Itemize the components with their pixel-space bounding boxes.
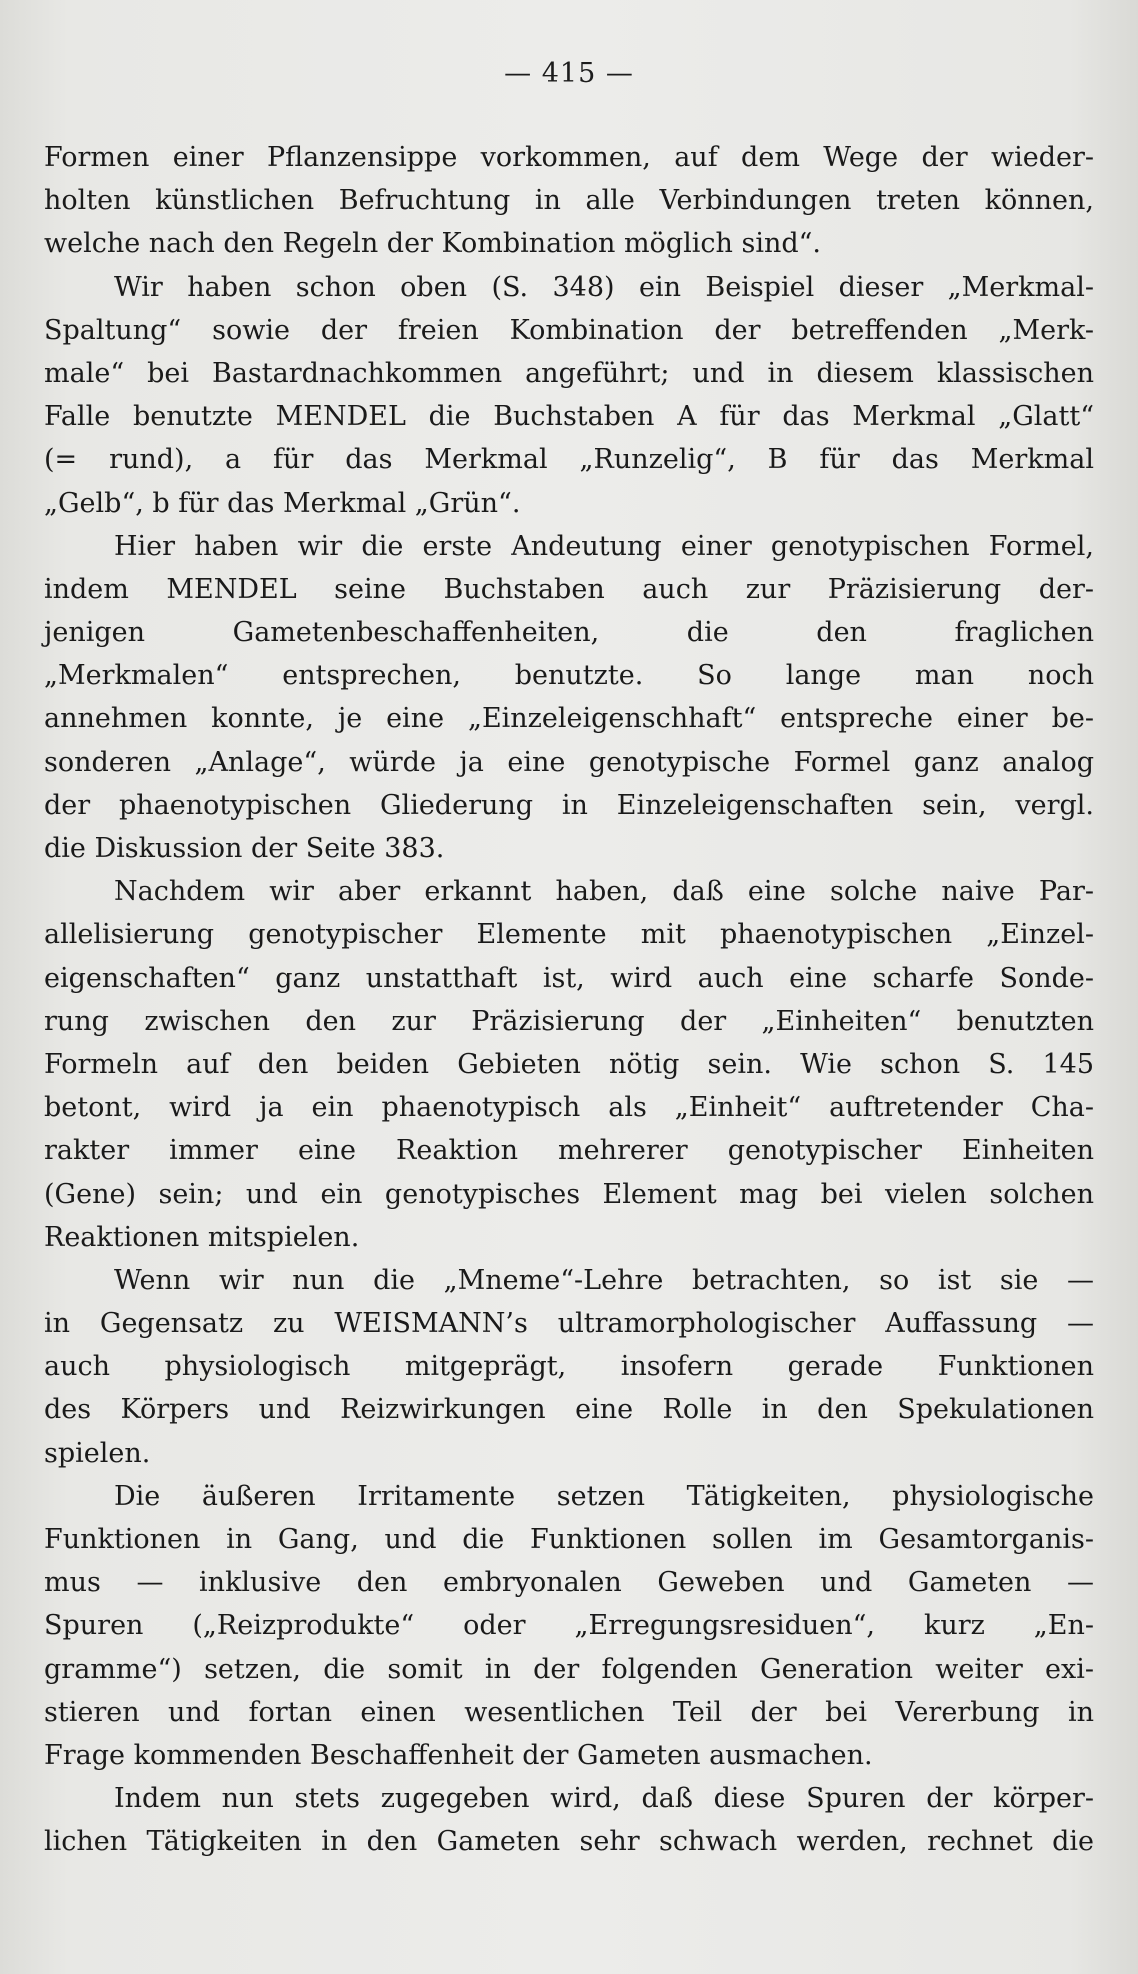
text-line: sonderen „Anlage“, würde ja eine genotypische Formel ganz analog (44, 746, 1094, 778)
text-line: Spaltung“ sowie der freien Kombination der betreffenden „Merk- (44, 314, 1094, 346)
page-number: — 415 — (504, 58, 634, 89)
text-line: „Merkmalen“ entsprechen, benutzte. So lange man noch (44, 660, 1094, 692)
text-line: Frage kommenden Beschaffenheit der Gameten ausmachen. (44, 1739, 873, 1771)
text-line: Falle benutzte MENDEL die Buchstaben A für das Merkmal „Glatt“ (44, 401, 1094, 433)
text-line: spielen. (44, 1437, 151, 1469)
text-line: Hier haben wir die erste Andeutung einer genotypischen Formel, (114, 530, 1094, 562)
text-line: holten künstlichen Befruchtung in alle Verbindungen treten können, (44, 185, 1094, 217)
text-line: mus — inklusive den embryonalen Geweben und Gameten — (44, 1567, 1094, 1599)
text-line: Indem nun stets zugegeben wird, daß diese Spuren der körper- (114, 1783, 1094, 1815)
text-line: (= rund), a für das Merkmal „Runzelig“, B für das Merkmal (44, 444, 1094, 476)
text-line: stieren und fortan einen wesentlichen Teil der bei Vererbung in (44, 1696, 1094, 1728)
text-line: des Körpers und Reizwirkungen eine Rolle in den Spekulationen (44, 1394, 1094, 1426)
text-line: Reaktionen mitspielen. (44, 1221, 360, 1253)
text-line: allelisierung genotypischer Elemente mit phaenotypischen „Einzel- (44, 919, 1094, 951)
text-line: welche nach den Regeln der Kombination möglich sind“. (44, 228, 822, 260)
text-line: Spuren („Reizprodukte“ oder „Erregungsresiduen“, kurz „En- (44, 1610, 1094, 1642)
text-line: „Gelb“, b für das Merkmal „Grün“. (44, 487, 521, 519)
text-line: in Gegensatz zu WEISMANN’s ultramorphologischer Auffassung — (44, 1308, 1094, 1340)
text-line: auch physiologisch mitgeprägt, insofern gerade Funktionen (44, 1351, 1094, 1383)
text-line: lichen Tätigkeiten in den Gameten sehr schwach werden, rechnet die (44, 1826, 1094, 1858)
text-line: jenigen Gametenbeschaffenheiten, die den fraglichen (44, 617, 1094, 649)
text-line: Nachdem wir aber erkannt haben, daß eine solche naive Par- (114, 876, 1094, 908)
text-line: Wir haben schon oben (S. 348) ein Beispiel dieser „Merkmal- (114, 271, 1094, 303)
text-line: annehmen konnte, je eine „Einzeleigenschhaft“ entspreche einer be- (44, 703, 1094, 735)
text-line: Wenn wir nun die „Mneme“-Lehre betrachten, so ist sie — (114, 1264, 1094, 1296)
text-line: indem MENDEL seine Buchstaben auch zur Präzisierung der- (44, 573, 1094, 605)
text-line: eigenschaften“ ganz unstatthaft ist, wird auch eine scharfe Sonde- (44, 962, 1094, 994)
text-line: betont, wird ja ein phaenotypisch als „Einheit“ auftretender Cha- (44, 1092, 1094, 1124)
text-line: der phaenotypischen Gliederung in Einzeleigenschaften sein, vergl. (44, 789, 1094, 821)
body-text (44, 136, 1094, 1864)
text-line: Funktionen in Gang, und die Funktionen sollen im Gesamtorganis- (44, 1524, 1094, 1555)
text-line: rakter immer eine Reaktion mehrerer genotypischer Einheiten (44, 1135, 1094, 1167)
text-line: rung zwischen den zur Präzisierung der „Einheiten“ benutzten (44, 1005, 1094, 1037)
text-line: Formeln auf den beiden Gebieten nötig sein. Wie schon S. 145 (44, 1048, 1094, 1080)
text-line: gramme“) setzen, die somit in der folgenden Generation weiter exi- (44, 1653, 1094, 1685)
text-line: Die äußeren Irritamente setzen Tätigkeiten, physiologische (114, 1480, 1094, 1512)
text-line: (Gene) sein; und ein genotypisches Element mag bei vielen solchen (44, 1178, 1094, 1210)
text-line: male“ bei Bastardnachkommen angeführt; und in diesem klassischen (44, 357, 1094, 389)
text-line: die Diskussion der Seite 383. (44, 833, 445, 864)
text-line: Formen einer Pflanzensippe vorkommen, auf dem Wege der wieder- (44, 142, 1094, 173)
